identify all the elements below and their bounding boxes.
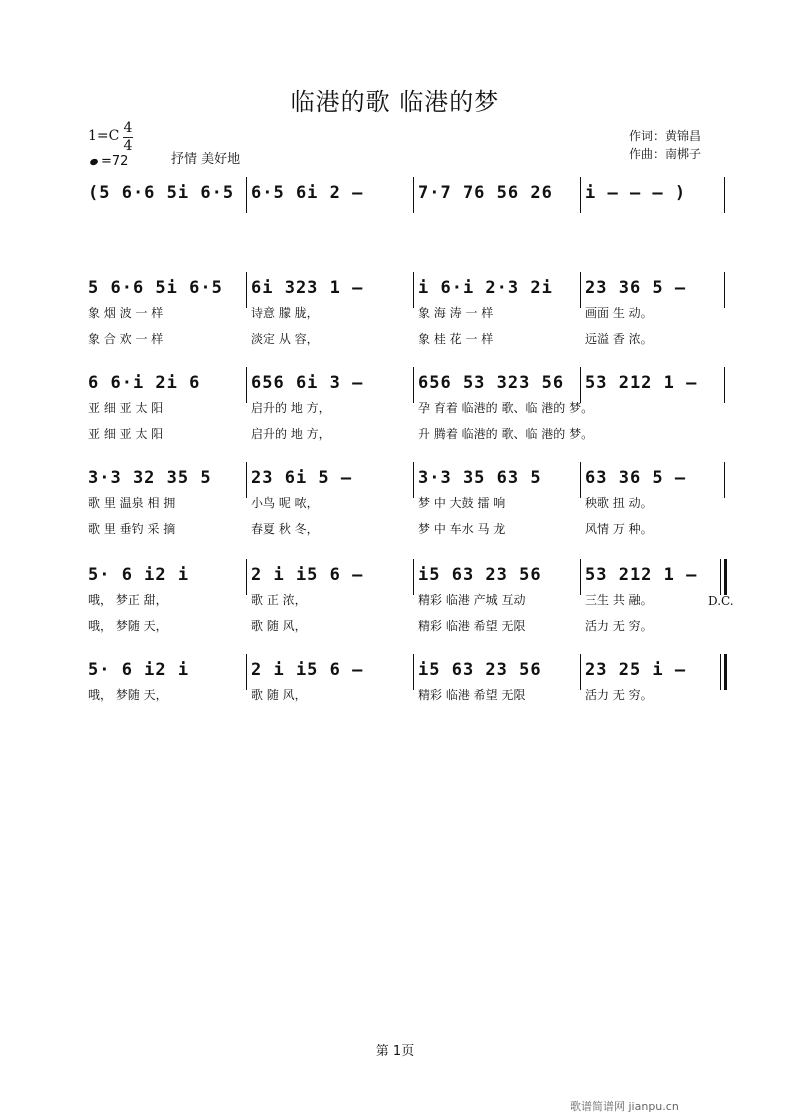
measure: 53 212 1 – [585, 565, 698, 585]
lyric-cell: 亚 细 亚 太 阳 [88, 401, 164, 415]
da-capo-marking: D.C. [708, 594, 734, 608]
notation-row-2 [88, 278, 738, 304]
measure: 5 6·6 5i 6·5 [88, 278, 223, 298]
lyric-cell: 象 烟 波 一 样 [88, 306, 164, 320]
barline [246, 654, 247, 690]
lyric-cell: 孕 育着 临港的 歌、临 港的 梦。 [418, 401, 594, 415]
lyricist-credit: 作词：黄锦昌 [629, 129, 702, 143]
page-title: 临港的歌 临港的梦 [290, 88, 500, 116]
measure: 6i 323 1 – [251, 278, 364, 298]
lyric-cell: 象 合 欢 一 样 [88, 332, 164, 346]
lyric-cell: 象 海 涛 一 样 [418, 306, 494, 320]
lyric-cell: 启升的 地 方， [251, 401, 331, 415]
measure: 2 i i5 6 – [251, 660, 364, 680]
end-barline [724, 654, 727, 690]
site-watermark: 歌谱简谱网 jianpu.cn [570, 1100, 679, 1113]
measure: 53 212 1 – [585, 373, 698, 393]
lyric-cell: 启升的 地 方， [251, 427, 331, 441]
measure: 6·5 6i 2 – [251, 183, 364, 203]
barline [580, 367, 581, 403]
barline [724, 177, 725, 213]
barline [724, 272, 725, 308]
barline [246, 367, 247, 403]
lyric-cell: 风情 万 种。 [585, 522, 653, 536]
notation-row-3 [88, 373, 738, 399]
measure: 2 i i5 6 – [251, 565, 364, 585]
lyric-cell: 画面 生 动。 [585, 306, 653, 320]
measure: 656 53 323 56 [418, 373, 565, 393]
lyric-cell: 精彩 临港 产城 互动 [418, 593, 526, 607]
barline [580, 272, 581, 308]
measure: 23 36 5 – [585, 278, 687, 298]
lyric-cell: 梦 中 大鼓 擂 响 [418, 496, 506, 510]
lyric-cell: 远溢 香 浓。 [585, 332, 653, 346]
barline [724, 462, 725, 498]
lyric-cell: 淡定 从 容， [251, 332, 319, 346]
lyric-cell: 秧歌 扭 动。 [585, 496, 653, 510]
lyric-cell: 哦， 梦随 天， [88, 619, 168, 633]
lyric-cell: 活力 无 穷。 [585, 619, 653, 633]
barline [413, 177, 414, 213]
barline [724, 367, 725, 403]
lyric-cell: 升 腾着 临港的 歌、临 港的 梦。 [418, 427, 594, 441]
lyric-cell: 歌 正 浓， [251, 593, 307, 607]
barline [580, 177, 581, 213]
lyric-cell: 梦 中 车水 马 龙 [418, 522, 506, 536]
measure: 63 36 5 – [585, 468, 687, 488]
measure: 23 6i 5 – [251, 468, 353, 488]
composer-credit: 作曲：南梆子 [629, 147, 702, 161]
time-signature-bottom: 4 [123, 138, 133, 154]
notation-row-6 [88, 660, 738, 686]
lyric-cell: 小鸟 呢 哝， [251, 496, 319, 510]
key-signature: 1=C [88, 128, 120, 144]
lyric-cell: 哦， 梦正 甜， [88, 593, 168, 607]
measure: i5 63 23 56 [418, 660, 542, 680]
expression-marking: 抒情 美好地 [171, 152, 241, 167]
tempo-value: =72 [101, 154, 129, 169]
measure: i5 63 23 56 [418, 565, 542, 585]
barline [413, 272, 414, 308]
quarter-note-icon [89, 157, 99, 165]
lyric-cell: 歌 随 风， [251, 688, 307, 702]
time-signature [123, 120, 133, 155]
measure: 3·3 32 35 5 [88, 468, 212, 488]
lyric-cell: 象 桂 花 一 样 [418, 332, 494, 346]
lyric-cell: 三生 共 融。 [585, 593, 653, 607]
notation-row-1 [88, 183, 738, 209]
barline [246, 559, 247, 595]
barline [413, 559, 414, 595]
notation-row-4 [88, 468, 738, 494]
lyric-cell: 精彩 临港 希望 无限 [418, 688, 526, 702]
time-signature-top: 4 [123, 120, 133, 136]
lyric-cell: 精彩 临港 希望 无限 [418, 619, 526, 633]
barline [580, 559, 581, 595]
barline [246, 272, 247, 308]
measure: 6 6·i 2i 6 [88, 373, 201, 393]
measure: 3·3 35 63 5 [418, 468, 542, 488]
measure: 5· 6 i2 i [88, 565, 190, 585]
notation-row-5 [88, 565, 738, 591]
lyric-cell: 活力 无 穷。 [585, 688, 653, 702]
end-barline [724, 559, 727, 595]
measure: (5 6·6 5i 6·5 [88, 183, 235, 203]
lyric-cell: 哦， 梦随 天， [88, 688, 168, 702]
measure: 656 6i 3 – [251, 373, 364, 393]
barline [580, 654, 581, 690]
lyric-cell: 歌 随 风， [251, 619, 307, 633]
barline [246, 462, 247, 498]
lyric-cell: 歌 里 温泉 相 拥 [88, 496, 176, 510]
barline [413, 462, 414, 498]
barline [720, 654, 721, 690]
barline [720, 559, 721, 595]
measure: 5· 6 i2 i [88, 660, 190, 680]
measure: i 6·i 2·3 2i [418, 278, 553, 298]
barline [246, 177, 247, 213]
page-number: 第 1页 [375, 1044, 415, 1059]
barline [413, 367, 414, 403]
lyric-cell: 亚 细 亚 太 阳 [88, 427, 164, 441]
lyric-cell: 诗意 朦 胧， [251, 306, 319, 320]
measure: i – – – ) [585, 183, 687, 203]
barline [580, 462, 581, 498]
measure: 23 25 i – [585, 660, 687, 680]
tempo-marking [90, 154, 128, 169]
lyric-cell: 歌 里 垂钓 采 摘 [88, 522, 176, 536]
measure: 7·7 76 56 26 [418, 183, 553, 203]
lyric-cell: 春夏 秋 冬， [251, 522, 319, 536]
barline [413, 654, 414, 690]
